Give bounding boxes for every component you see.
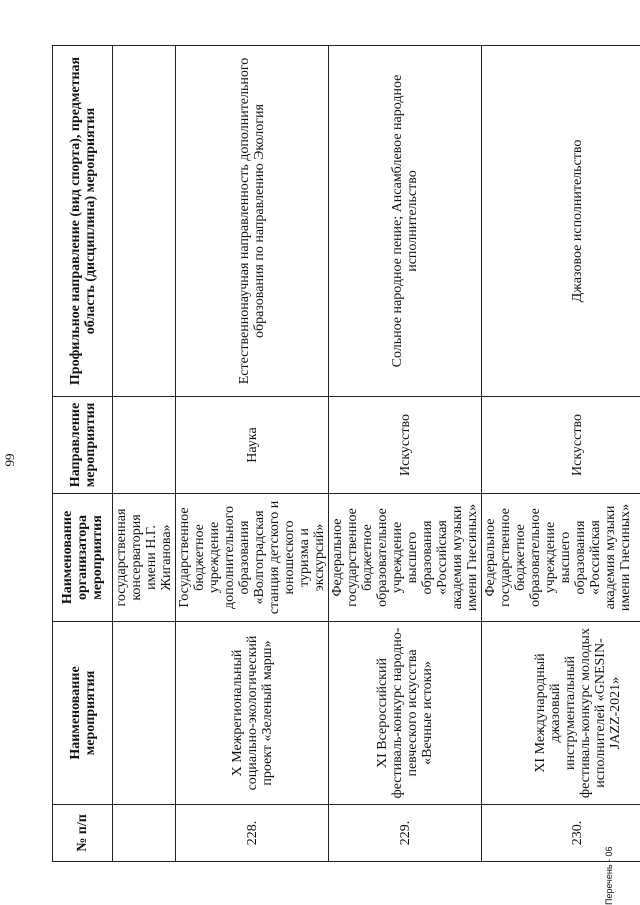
cell-direction: Наука — [176, 397, 329, 494]
cell-name: XI Международный джазовый инструментальный фестиваль-конкурс молодых исполнителей «GNESIN-JAZZ-2021» — [482, 622, 640, 805]
table-header-row — [53, 46, 113, 862]
cell-organizer: Федеральное государственное бюджетное образовательное учреждение высшего образования «Российская академия музыки имени Гнесиных» — [482, 494, 640, 622]
events-table — [52, 45, 640, 862]
header-profile: Профильное направление (вид спорта), предметная область (дисциплина) мероприятия — [53, 46, 113, 397]
cell-num — [113, 805, 176, 862]
cell-organizer: Федеральное государственное бюджетное образовательное учреждение высшего образования «Российская академия музыки имени Гнесиных» — [329, 494, 482, 622]
cell-profile: Джазовое исполнительство — [482, 46, 640, 397]
cell-profile: Сольное народное пение; Ансамблевое народное исполнительство — [329, 46, 482, 397]
cell-name: XI Всероссийский фестиваль-конкурс народно-певческого искусства «Вечные истоки» — [329, 622, 482, 805]
cell-profile: Естественнонаучная направленность дополнительного образования по направлению Экология — [176, 46, 329, 397]
cell-num: 229. — [329, 805, 482, 862]
header-name: Наименование мероприятия — [53, 622, 113, 805]
table-row — [482, 46, 640, 862]
cell-num: 230. — [482, 805, 640, 862]
page-number: 99 — [2, 453, 17, 467]
cell-profile — [113, 46, 176, 397]
table-row — [329, 46, 482, 862]
cell-direction: Искусство — [329, 397, 482, 494]
table-row — [113, 46, 176, 862]
header-direction: Направление мероприятия — [53, 397, 113, 494]
cell-organizer: Государственное бюджетное учреждение дополнительного образования «Волгоградская станция детского и юношеского туризма и экскурсий» — [176, 494, 329, 622]
cell-direction: Искусство — [482, 397, 640, 494]
cell-direction — [113, 397, 176, 494]
cell-name: X Межрегиональный социально-экологический проект «Зеленый марш» — [176, 622, 329, 805]
header-num: № п/п — [53, 805, 113, 862]
cell-organizer: государственная консерватория имени Н.Г. Жиганова» — [113, 494, 176, 622]
footer-document-code: Перечень - 06 — [604, 846, 614, 905]
header-organizer: Наименование организатора мероприятия — [53, 494, 113, 622]
cell-num: 228. — [176, 805, 329, 862]
cell-name — [113, 622, 176, 805]
table-row — [176, 46, 329, 862]
